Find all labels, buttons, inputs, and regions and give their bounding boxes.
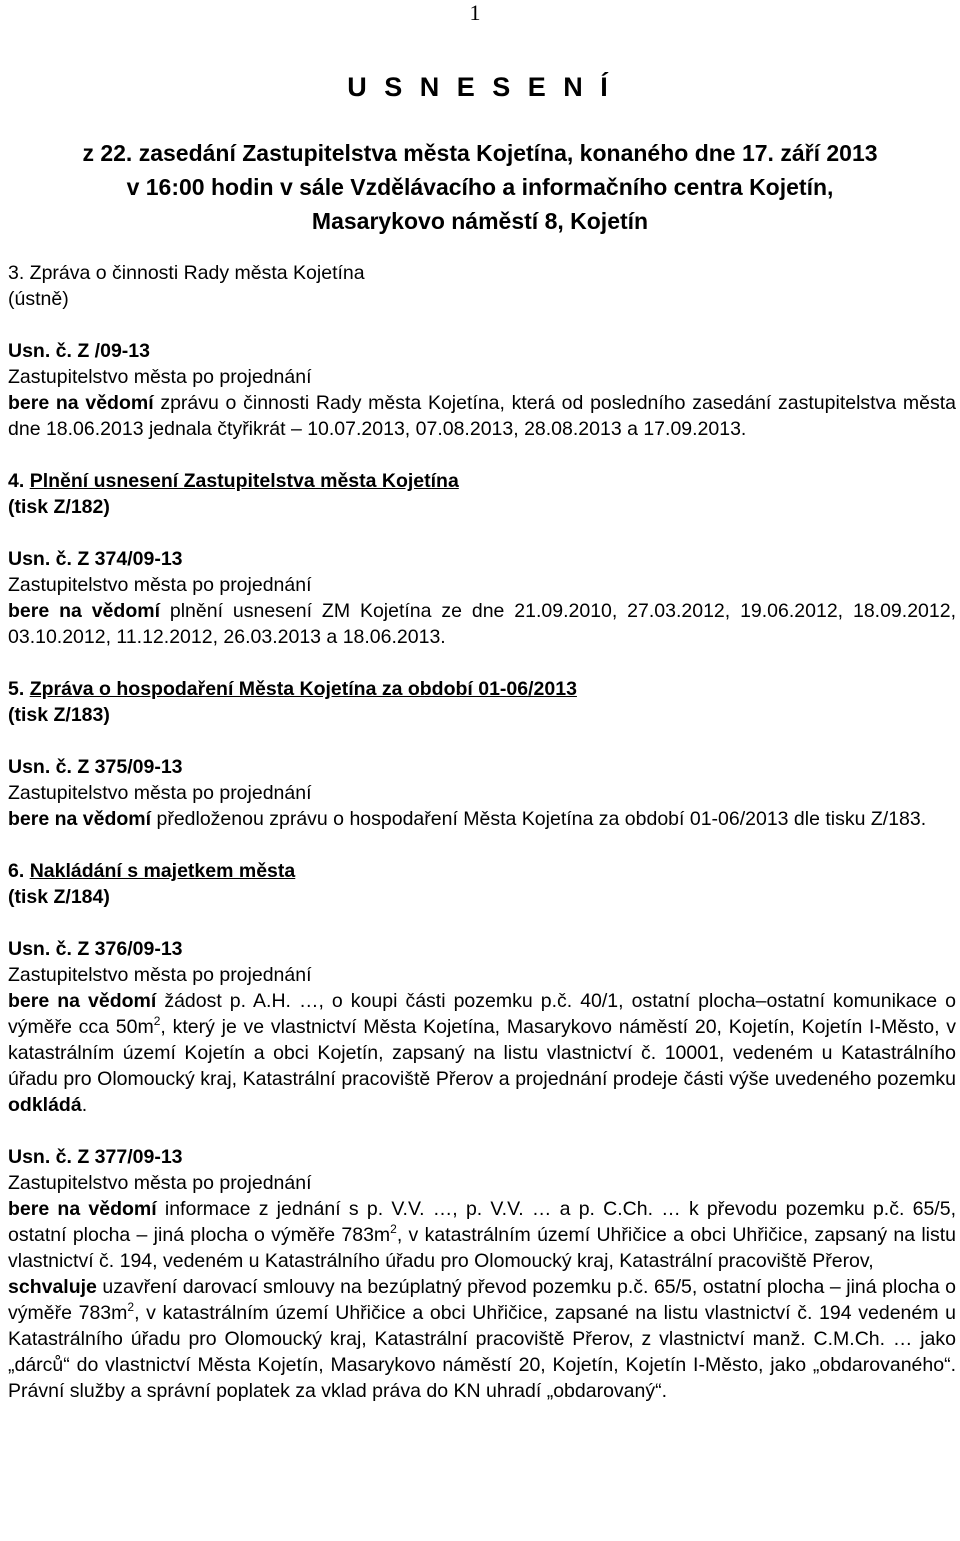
section-4 — [8, 468, 956, 650]
header-line-2: v 16:00 hodin v sále Vzdělávacího a informačního centra Kojetín, — [126, 174, 834, 200]
resolution-number: Usn. č. Z 374/09-13 — [8, 548, 183, 570]
section-3 — [8, 260, 956, 442]
document-body — [8, 260, 956, 1404]
section-5-title: 5. Zpráva o hospodaření Města Kojetína za období 01-06/2013 — [8, 678, 577, 700]
section-6-sub: (tisk Z/184) — [8, 886, 110, 908]
superscript: 2 — [153, 1014, 161, 1028]
header-line-1: z 22. zasedání Zastupitelstva města Kojetína, konaného dne 17. září 2013 — [82, 140, 878, 166]
resolution-number: Usn. č. Z 376/09-13 — [8, 938, 183, 960]
approves-label: schvaluje — [8, 1276, 97, 1298]
resolution-text — [8, 598, 956, 650]
section-6-title-text: Nakládání s majetkem města — [29, 860, 296, 882]
resolution-body: plnění usnesení ZM Kojetína ze dne 21.09.2010, 27.03.2012, 19.06.2012, 18.09.2012, 03.10.2012, 11.12.2012, 26.03.2013 a 18.06.2013. — [8, 600, 956, 648]
assembly-line: Zastupitelstvo města po projednání — [8, 574, 312, 596]
resolution-text — [8, 390, 956, 442]
takes-note-label: bere na vědomí — [8, 990, 157, 1012]
resolution-number: Usn. č. Z /09-13 — [8, 340, 150, 362]
section-5 — [8, 676, 956, 832]
resolution-number: Usn. č. Z 377/09-13 — [8, 1146, 183, 1168]
assembly-line: Zastupitelstvo města po projednání — [8, 782, 312, 804]
takes-note-label: bere na vědomí — [8, 808, 152, 830]
header-line-3: Masarykovo náměstí 8, Kojetín — [311, 208, 649, 234]
section-4-title-text: Plnění usnesení Zastupitelstva města Kojetína — [29, 470, 459, 492]
superscript: 2 — [127, 1300, 135, 1314]
resolution-text: bere na vědomí žádost p. A.H. …, o koupi části pozemku p.č. 40/1, ostatní plocha–ostatní komunikace o výměře cca $50m^2$, který je ve vlastnictví Města Kojetína, Masarykovo náměstí 20, Kojetín, Kojetín I-Město, v katastrálním území Kojetín a obci Kojetín, zapsaný na listu vlastnictví č. 10001, vedeném u Katastrálního úřadu pro Olomoucký kraj, Katastrální pracoviště Přerov a projednání prodeje části výše uvedeného pozemku odkládá. — [8, 990, 956, 1116]
superscript: 2 — [390, 1222, 397, 1236]
page-number: 1 — [469, 0, 481, 25]
resolution-text — [8, 806, 956, 832]
section-6 — [8, 858, 956, 1404]
postpones-label: odkládá — [8, 1094, 82, 1116]
takes-note-label: bere na vědomí — [8, 392, 154, 414]
resolution-body: předloženou zprávu o hospodaření Města Kojetína za období 01-06/2013 dle tisku Z/183. — [151, 808, 927, 830]
section-4-sub: (tisk Z/182) — [8, 496, 110, 518]
section-5-title-text: Zpráva o hospodaření Města Kojetína za období 01-06/2013 — [29, 678, 577, 700]
document-header — [0, 136, 960, 238]
assembly-line: Zastupitelstvo města po projednání — [8, 1172, 312, 1194]
section-3-sub: (ústně) — [8, 288, 69, 310]
section-3-title: 3. Zpráva o činnosti Rady města Kojetína — [8, 262, 365, 284]
resolution-number: Usn. č. Z 375/09-13 — [8, 756, 183, 778]
section-6-title: 6. Nakládání s majetkem města — [8, 860, 296, 882]
resolution-body: zprávu o činnosti Rady města Kojetína, která od posledního zasedání zastupitelstva města dne 18.06.2013 jednala čtyřikrát – 10.07.2013, 07.08.2013, 28.08.2013 a 17.09.2013. — [8, 392, 956, 440]
assembly-line: Zastupitelstvo města po projednání — [8, 366, 312, 388]
resolution-text: schvaluje uzavření darovací smlouvy na bezúplatný převod pozemku p.č. 65/5, ostatní plocha – jiná plocha o výměře $783m^2$, v katastrálním území Uhřičice a obci Uhřičice, zapsané na listu vlastnictví č. 194 vedeném u Katastrálního úřadu pro Olomoucký kraj, Katastrální pracoviště Přerov, z vlastnictví manž. C.M.Ch. … jako „dárců“ do vlastnictví Města Kojetín, Masarykovo náměstí 20, Kojetín, Kojetín I-Město, jako „obdarovaného“. Právní služby a správní poplatek za vklad práva do KN uhradí „obdarovaný“. — [8, 1276, 957, 1402]
document-title: U S N E S E N Í — [347, 72, 613, 102]
takes-note-label: bere na vědomí — [8, 1198, 157, 1220]
takes-note-label: bere na vědomí — [8, 600, 160, 622]
resolution-text: bere na vědomí informace z jednání s p. V.V. …, p. V.V. … a p. C.Ch. … k převodu pozemku p.č. 65/5, ostatní plocha – jiná plocha o výměře $783m^2$, v katastrálním území Uhřičice a obci Uhřičice, zapsaný na listu vlastnictví č. 194, vedeném u Katastrálního úřadu pro Olomoucký kraj, Katastrální pracoviště Přerov, — [8, 1198, 957, 1272]
section-5-sub: (tisk Z/183) — [8, 704, 110, 726]
section-4-title: 4. Plnění usnesení Zastupitelstva města Kojetína — [8, 470, 459, 492]
assembly-line: Zastupitelstvo města po projednání — [8, 964, 312, 986]
